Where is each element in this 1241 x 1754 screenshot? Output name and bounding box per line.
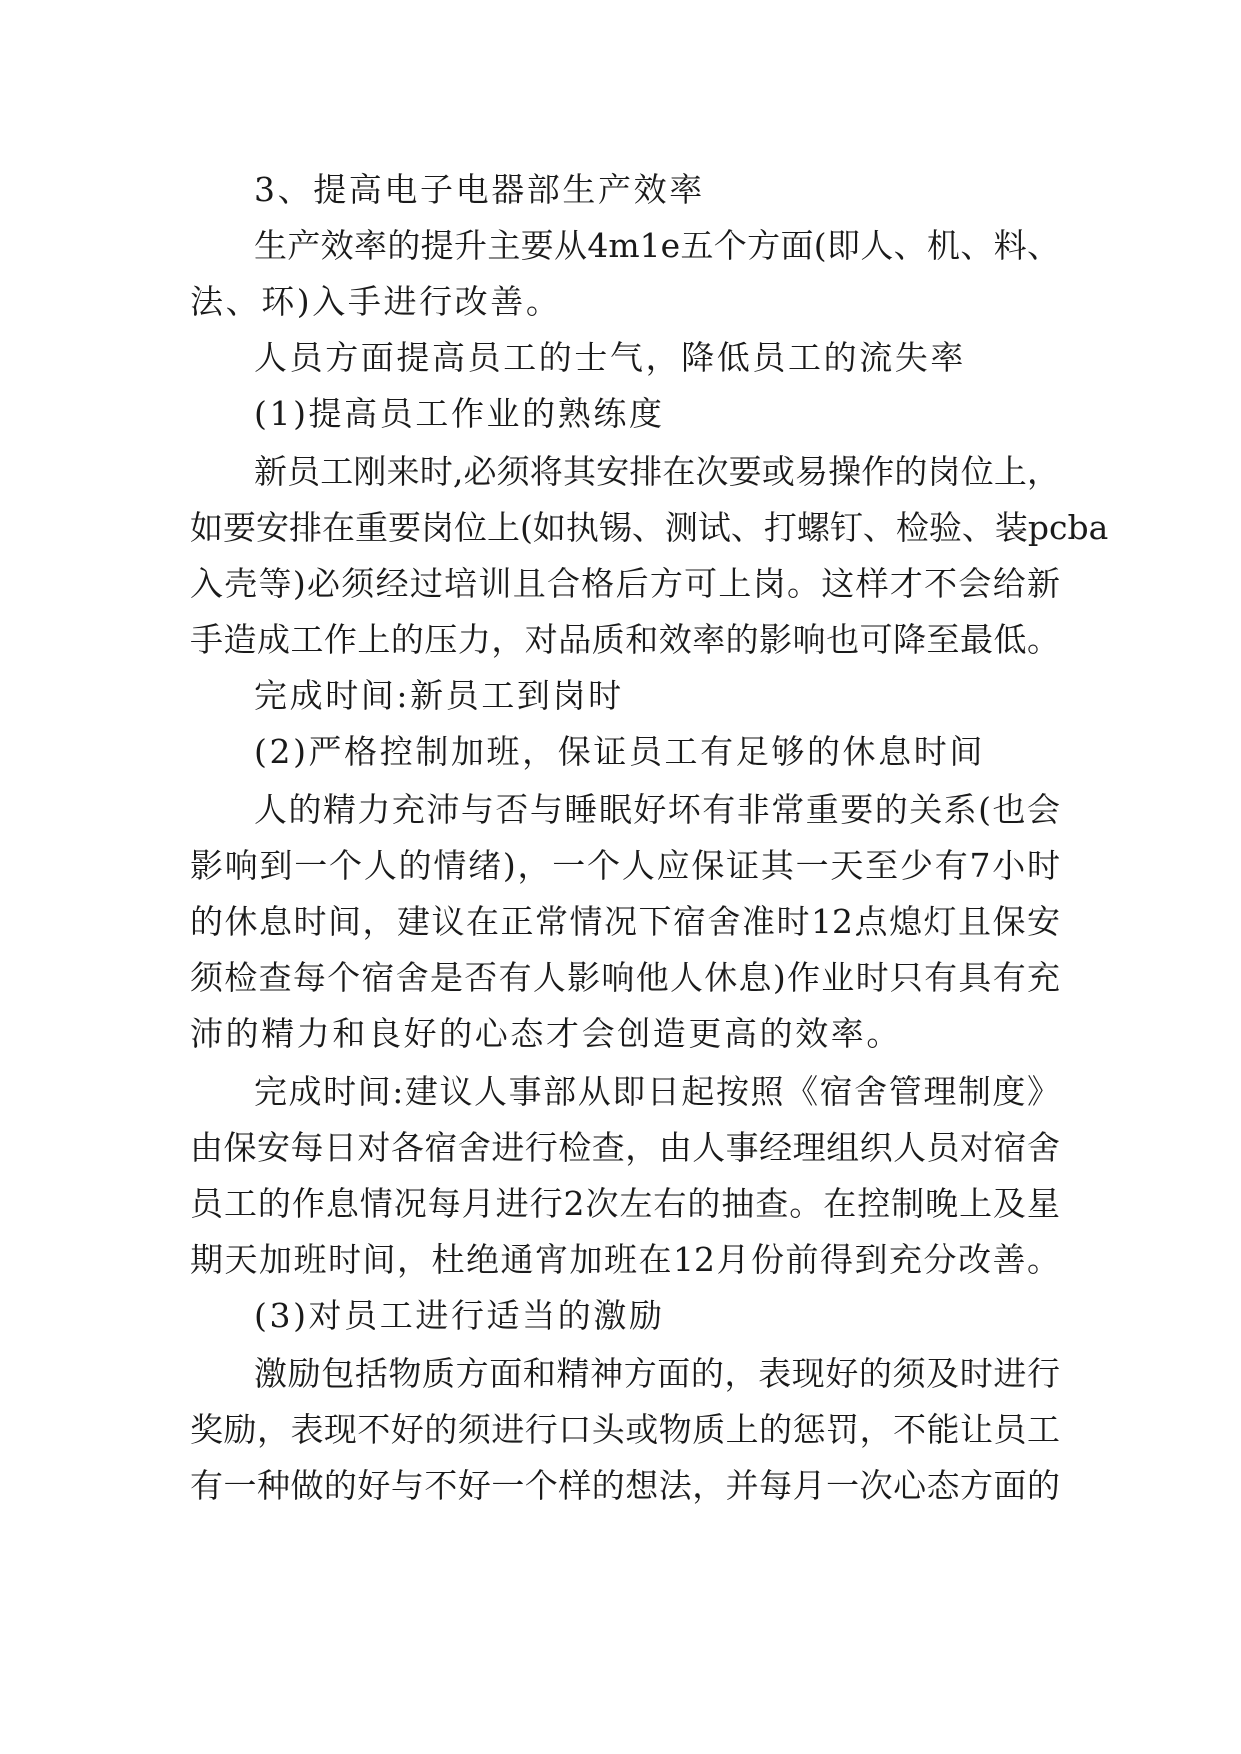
paragraph-line: 法、环)入手进行改善。 xyxy=(190,282,562,321)
paragraph-line: 生产效率的提升主要从4m1e五个方面(即人、机、料、 xyxy=(254,226,1060,265)
paragraph-line: 人的精力充沛与否与睡眠好坏有非常重要的关系(也会 xyxy=(254,790,1060,829)
paragraph-line: 有一种做的好与不好一个样的想法，并每月一次心态方面的 xyxy=(190,1466,1060,1505)
paragraph-line: 由保安每日对各宿舍进行检查，由人事经理组织人员对宿舍 xyxy=(190,1128,1060,1167)
paragraph-line: 的休息时间，建议在正常情况下宿舍准时12点熄灯且保安 xyxy=(190,902,1060,941)
section-heading: 3、提高电子电器部生产效率 xyxy=(254,170,705,209)
paragraph-line: 沛的精力和良好的心态才会创造更高的效率。 xyxy=(190,1014,902,1053)
paragraph-line: 入壳等)必须经过培训且合格后方可上岗。这样才不会给新 xyxy=(190,564,1060,603)
subheading: (1)提高员工作业的熟练度 xyxy=(254,394,665,433)
paragraph-line: 手造成工作上的压力，对品质和效率的影响也可降至最低。 xyxy=(190,620,1060,659)
paragraph-line: 激励包括物质方面和精神方面的，表现好的须及时进行 xyxy=(254,1354,1060,1393)
paragraph-line: 期天加班时间，杜绝通宵加班在12月份前得到充分改善。 xyxy=(190,1240,1060,1279)
paragraph-line: 奖励，表现不好的须进行口头或物质上的惩罚，不能让员工 xyxy=(190,1410,1060,1449)
subheading: 人员方面提高员工的士气，降低员工的流失率 xyxy=(254,338,966,377)
paragraph-line: 如要安排在重要岗位上(如执锡、测试、打螺钉、检验、装pcba xyxy=(190,508,1109,547)
completion-time: 完成时间:建议人事部从即日起按照《宿舍管理制度》 xyxy=(254,1072,1060,1111)
paragraph-line: 新员工刚来时,必须将其安排在次要或易操作的岗位上， xyxy=(254,452,1060,491)
subheading: (3)对员工进行适当的激励 xyxy=(254,1296,665,1335)
paragraph-line: 员工的作息情况每月进行2次左右的抽查。在控制晚上及星 xyxy=(190,1184,1060,1223)
completion-time: 完成时间:新员工到岗时 xyxy=(254,676,624,715)
paragraph-line: 须检查每个宿舍是否有人影响他人休息)作业时只有具有充 xyxy=(190,958,1060,997)
subheading: (2)严格控制加班，保证员工有足够的休息时间 xyxy=(254,732,985,771)
paragraph-line: 影响到一个人的情绪)，一个人应保证其一天至少有7小时 xyxy=(190,846,1060,885)
